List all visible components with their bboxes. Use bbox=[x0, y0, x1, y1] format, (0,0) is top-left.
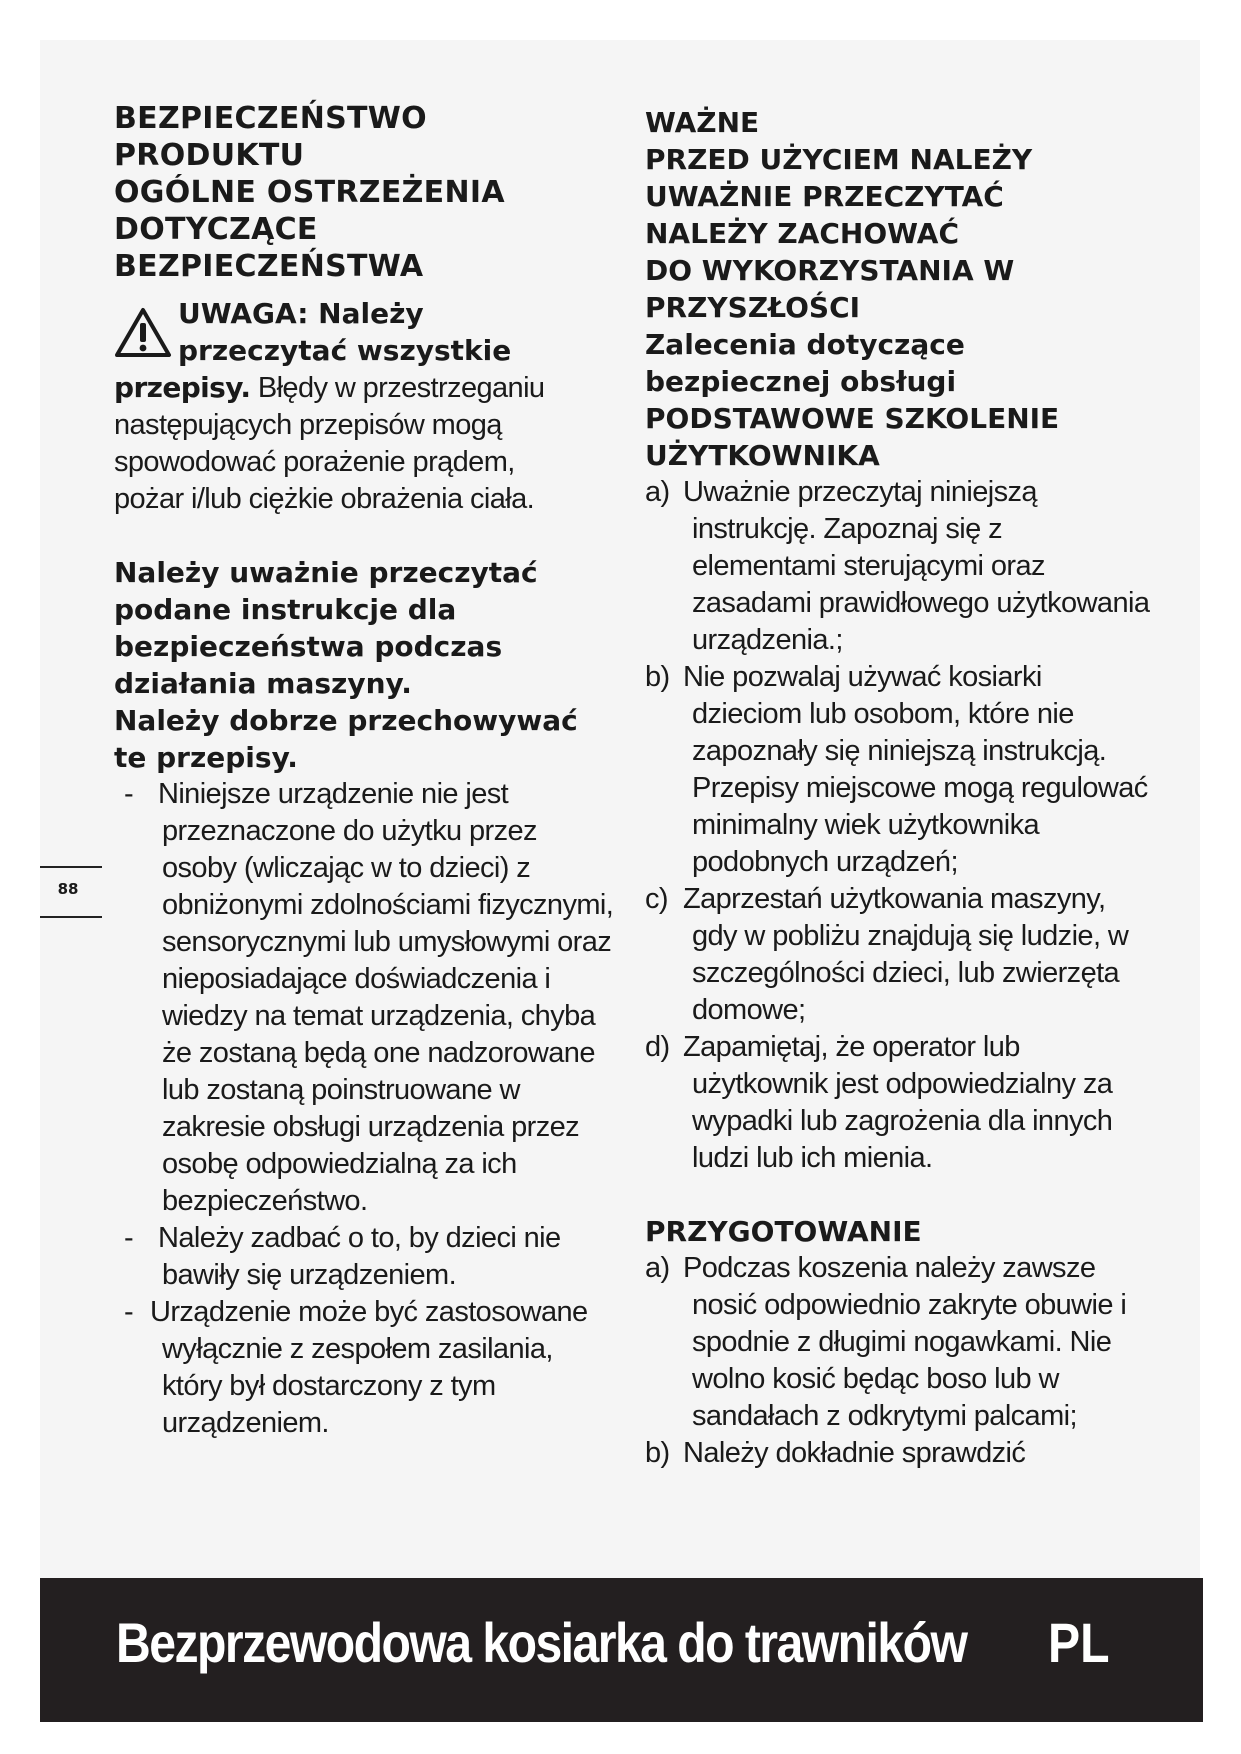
list-item bbox=[645, 881, 1150, 1029]
list-item-text: Podczas koszenia należy zawsze nosić odpowiednio zakryte obuwie i spodnie z długimi nogawkami. Nie wolno kosić będąc boso lub w sandałach z odkrytymi palcami; bbox=[683, 1252, 1127, 1432]
preparation-heading: PRZYGOTOWANIE bbox=[645, 1215, 922, 1248]
heading-line: BEZPIECZEŃSTWO bbox=[114, 101, 427, 136]
list-item bbox=[645, 1435, 1150, 1472]
right-column bbox=[645, 104, 1150, 1472]
instructions-line: podane instrukcje dla bbox=[114, 593, 457, 626]
list-item bbox=[645, 474, 1150, 659]
footer-title: Bezprzewodowa kosiarka do trawników bbox=[116, 1611, 967, 1674]
preparation-list bbox=[645, 1250, 1150, 1472]
important-line: NALEŻY ZACHOWAĆ bbox=[645, 217, 960, 250]
instructions-line: Należy dobrze przechowywać bbox=[114, 704, 578, 737]
warning-text bbox=[114, 369, 614, 407]
safety-heading bbox=[114, 100, 614, 285]
list-marker: - bbox=[124, 1296, 134, 1328]
training-line: PODSTAWOWE SZKOLENIE bbox=[645, 402, 1060, 435]
instructions-line: Należy uważnie przeczytać bbox=[114, 556, 538, 589]
important-line: WAŻNE bbox=[645, 106, 760, 139]
list-item bbox=[114, 1220, 614, 1294]
heading-line: OGÓLNE OSTRZEŻENIA bbox=[114, 175, 505, 210]
left-column bbox=[114, 100, 614, 1442]
instructions-line: działania maszyny. bbox=[114, 667, 412, 700]
list-item-text: Należy zadbać o to, by dzieci nie bawiły się urządzeniem. bbox=[158, 1222, 561, 1291]
instructions-line: bezpieczeństwa podczas bbox=[114, 630, 503, 663]
important-heading bbox=[645, 104, 1150, 326]
safety-rules-list bbox=[114, 776, 614, 1442]
warning-triangle-icon bbox=[114, 307, 172, 359]
footer-banner bbox=[40, 1578, 1203, 1722]
recommendations-heading bbox=[645, 326, 1150, 400]
list-marker: b) bbox=[645, 1437, 670, 1469]
important-line: UWAŻNIE PRZECZYTAĆ bbox=[645, 180, 1004, 213]
list-item-text: Urządzenie może być zastosowane wyłącznie z zespołem zasilania, który był dostarczony z tym urządzeniem. bbox=[150, 1296, 588, 1439]
important-line: PRZED UŻYCIEM NALEŻY bbox=[645, 143, 1033, 176]
important-line: PRZYSZŁOŚCI bbox=[645, 291, 861, 324]
list-marker: b) bbox=[645, 661, 670, 693]
training-heading bbox=[645, 400, 1150, 474]
instructions-note bbox=[114, 554, 614, 776]
training-list bbox=[645, 474, 1150, 1177]
list-marker: c) bbox=[645, 883, 668, 915]
heading-line: PRODUKTU bbox=[114, 138, 305, 173]
list-item-text: Niniejsze urządzenie nie jest przeznaczone do użytku przez osoby (wliczając w to dzieci) z obniżonymi zdolnościami fizycznymi, sensorycznymi lub umysłowymi oraz nieposiadające doświadczenia i wiedzy na temat urządzenia, chyba że zostaną będą one nadzorowane lub zostaną poinstruowane w zakresie obsługi urządzenia przez osobę odpowiedzialną za ich bezpieczeństwo. bbox=[158, 778, 614, 1217]
warning-text-line: następujących przepisów mogą bbox=[114, 409, 502, 441]
instructions-line: te przepisy. bbox=[114, 741, 298, 774]
warning-text-line: spowodować porażenie prądem, bbox=[114, 446, 515, 478]
recommend-line: Zalecenia dotyczące bbox=[645, 328, 965, 361]
list-marker: a) bbox=[645, 1252, 670, 1284]
list-marker: - bbox=[124, 778, 134, 810]
list-item-text: Zaprzestań użytkowania maszyny, gdy w pobliżu znajdują się ludzie, w szczególności dzieci, lub zwierzęta domowe; bbox=[683, 883, 1129, 1026]
recommend-line: bezpiecznej obsługi bbox=[645, 365, 957, 398]
warning-title-2: przeczytać wszystkie bbox=[178, 334, 512, 367]
warning-text-line: pożar i/lub ciężkie obrażenia ciała. bbox=[114, 483, 535, 515]
page-number-box bbox=[40, 866, 102, 918]
language-code: PL bbox=[1048, 1611, 1110, 1674]
list-item bbox=[645, 1250, 1150, 1435]
list-item-text: Zapamiętaj, że operator lub użytkownik jest odpowiedzialny za wypadki lub zagrożenia dla innych ludzi lub ich mienia. bbox=[683, 1031, 1113, 1174]
page-number: 88 bbox=[57, 880, 79, 898]
training-line: UŻYTKOWNIKA bbox=[645, 439, 880, 472]
list-item bbox=[645, 1029, 1150, 1177]
list-marker: - bbox=[124, 1222, 134, 1254]
list-item bbox=[114, 776, 614, 1220]
warning-text-start: Błędy w przestrzeganiu bbox=[250, 372, 545, 404]
heading-line: DOTYCZĄCE bbox=[114, 212, 318, 247]
list-item-text: Nie pozwalaj używać kosiarki dzieciom lub osobom, które nie zapoznały się niniejszą instrukcją. Przepisy miejscowe mogą regulować minimalny wiek użytkownika podobnych urządzeń; bbox=[683, 661, 1148, 878]
list-item bbox=[645, 659, 1150, 881]
list-marker: a) bbox=[645, 476, 670, 508]
heading-line: BEZPIECZEŃSTWA bbox=[114, 249, 424, 284]
warning-title: UWAGA: Należy bbox=[178, 297, 424, 330]
list-marker: d) bbox=[645, 1031, 670, 1063]
warning-bold: przepisy. bbox=[114, 371, 251, 404]
warning-block bbox=[114, 295, 614, 518]
list-item-text: Uważnie przeczytaj niniejszą instrukcję. Zapoznaj się z elementami sterującymi oraz zasadami prawidłowego użytkowania urządzenia.; bbox=[683, 476, 1150, 656]
important-line: DO WYKORZYSTANIA W bbox=[645, 254, 1015, 287]
list-item bbox=[114, 1294, 614, 1442]
list-item-text: Należy dokładnie sprawdzić bbox=[683, 1437, 1026, 1469]
